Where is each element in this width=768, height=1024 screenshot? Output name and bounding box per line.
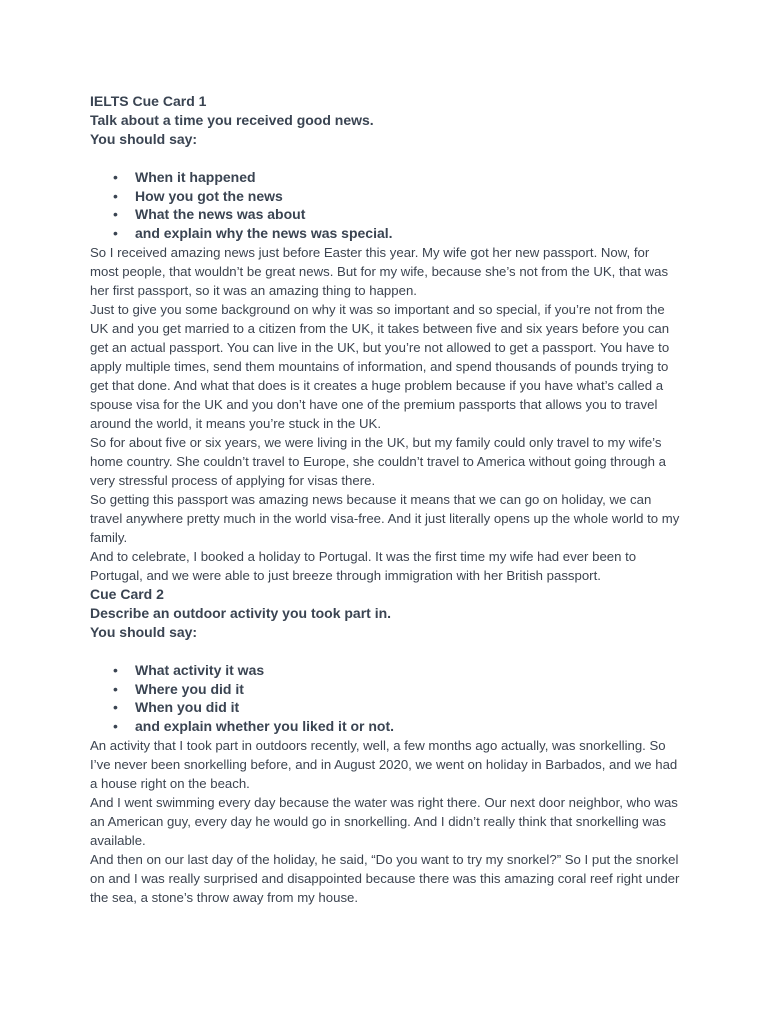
card2-paragraph: And then on our last day of the holiday, he said, “Do you want to try my snorkel?” So I put the snorkel on and I was really surprised and disappointed because there was this amazing coral reef right under the sea, a stone’s throw away from my house. [90, 851, 680, 905]
card1-bullet: • and explain why the news was special. [135, 224, 680, 243]
card1-prompt: You should say: [90, 131, 198, 147]
card2-bullet: • Where you did it [135, 680, 680, 699]
card1-paragraph: So I received amazing news just before Easter this year. My wife got her new passport. Now, for most people, that wouldn’t be great news. But for my wife, because she’s not from the UK, that was her first passport, so it was an amazing thing to happen. [90, 244, 669, 298]
card1-paragraph: So for about five or six years, we were living in the UK, but my family could only travel to my wife’s home country. She couldn’t travel to Europe, she couldn’t travel to America without going through a very stressful process of applying for visas there. [90, 434, 666, 488]
card2-paragraph: And I went swimming every day because the water was right there. Our next door neighbor, who was an American guy, every day he would go in snorkelling. And I didn’t really think that snorkelling was available. [90, 794, 678, 848]
spacer [90, 149, 680, 168]
card1-bullet: • What the news was about [135, 205, 680, 224]
card1-bullet-list [90, 168, 680, 243]
spacer [90, 642, 680, 661]
card2-paragraph: An activity that I took part in outdoors recently, well, a few months ago actually, was snorkelling. So I’ve never been snorkelling before, and in August 2020, we went on holiday in Barbados, and we had a house right on the beach. [90, 737, 678, 791]
card2-bullet: • What activity it was [135, 661, 680, 680]
card1-bullet: • When it happened [135, 168, 680, 187]
card1-paragraph: So getting this passport was amazing news because it means that we can go on holiday, we can travel anywhere pretty much in the world visa-free. And it just literally opens up the whole world to my family. [90, 491, 680, 545]
card1-topic: Talk about a time you received good news. [90, 112, 374, 128]
card1-bullet: • How you got the news [135, 187, 680, 206]
card2-bullet-list [90, 661, 680, 736]
card2-prompt: You should say: [90, 623, 198, 640]
card1-title: IELTS Cue Card 1 [90, 93, 207, 109]
card2-topic: Describe an outdoor activity you took part in. [90, 604, 392, 621]
card2-bullet: • and explain whether you liked it or not. [135, 717, 680, 736]
card1-paragraph: And to celebrate, I booked a holiday to Portugal. It was the first time my wife had ever been to Portugal, and we were able to just breeze through immigration with her British passport. [90, 548, 637, 583]
document-page [90, 92, 680, 907]
card1-paragraph: Just to give you some background on why it was so important and so special, if you’re not from the UK and you get married to a citizen from the UK, it takes between five and six years before you can get an actual passport. You can live in the UK, but you’re not allowed to get a passport. You have to apply multiple times, send them mountains of information, and spend thousands of pounds trying to get that done. And what that does is it creates a huge problem because if you have what’s called a spouse visa for the UK and you don’t have one of the premium passports that allows you to travel around the world, it means you’re stuck in the UK. [90, 301, 670, 431]
card2-bullet: • When you did it [135, 698, 680, 717]
card2-title: Cue Card 2 [90, 585, 164, 602]
